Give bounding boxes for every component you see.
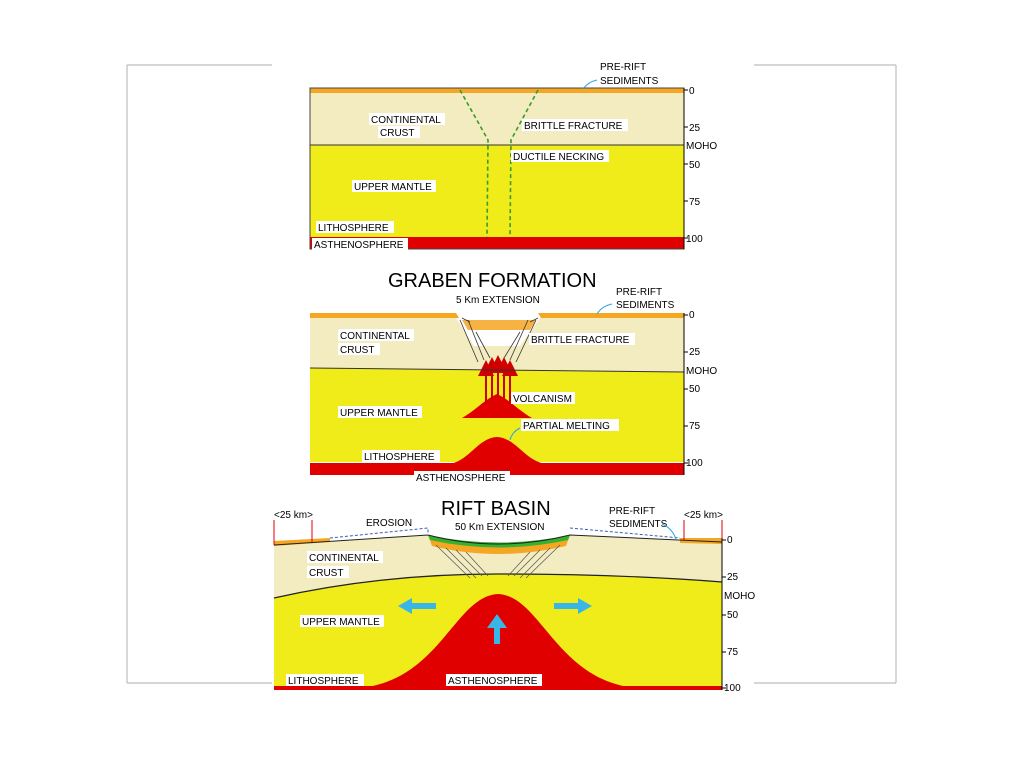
svg-text:50 Km EXTENSION: 50 Km EXTENSION (455, 522, 545, 533)
svg-text:PARTIAL MELTING: PARTIAL MELTING (523, 421, 610, 432)
svg-text:DUCTILE NECKING: DUCTILE NECKING (513, 152, 605, 163)
p2-tick-0: 0 (689, 310, 695, 321)
p3-tick-50: 50 (727, 610, 739, 621)
p2-label-volcanism (511, 392, 575, 405)
p2-tick-moho: MOHO (686, 366, 718, 377)
p2-tick-75: 75 (689, 421, 701, 432)
svg-text:UPPER MANTLE: UPPER MANTLE (302, 617, 380, 628)
p1-sediment-layer (310, 88, 684, 93)
p3-label-right-width (683, 508, 725, 521)
p3-label-extension (455, 522, 544, 533)
svg-text:SEDIMENTS: SEDIMENTS (609, 519, 668, 530)
svg-text:CONTINENTAL: CONTINENTAL (309, 553, 379, 564)
svg-text:BRITTLE FRACTURE: BRITTLE FRACTURE (531, 335, 630, 346)
svg-text:ASTHENOSPHERE: ASTHENOSPHERE (416, 473, 506, 484)
p3-depth-axis (722, 538, 726, 690)
svg-text:<25 km>: <25 km> (274, 510, 313, 521)
p3-tick-moho: MOHO (724, 591, 756, 602)
p2-tick-100: 100 (686, 458, 703, 469)
p1-tick-moho: MOHO (686, 141, 718, 152)
svg-text:LITHOSPHERE: LITHOSPHERE (318, 223, 389, 234)
svg-text:ASTHENOSPHERE: ASTHENOSPHERE (448, 676, 538, 687)
svg-text:UPPER MANTLE: UPPER MANTLE (340, 408, 418, 419)
p1-label-brittle-fracture (522, 119, 628, 132)
p2-graben-fill (462, 320, 536, 330)
p3-label-upper-mantle (300, 615, 384, 628)
panel-3-rift-basin (273, 504, 755, 694)
p2-label-lithosphere (362, 450, 440, 463)
panel-1-pre-rift (310, 60, 717, 251)
svg-text:CRUST: CRUST (309, 568, 344, 579)
p3-tick-75: 75 (727, 647, 739, 658)
p1-tick-25: 25 (689, 123, 701, 134)
p2-tick-50: 50 (689, 384, 701, 395)
p2-tick-25: 25 (689, 347, 701, 358)
svg-text:CRUST: CRUST (380, 128, 415, 139)
svg-text:PRE-RIFT: PRE-RIFT (609, 506, 656, 517)
svg-text:<25 km>: <25 km> (684, 510, 723, 521)
p3-label-erosion (364, 516, 420, 529)
p3-tick-25: 25 (727, 572, 739, 583)
p2-sediment-right (538, 313, 684, 318)
p3-label-pre-rift (607, 504, 676, 539)
svg-text:CONTINENTAL: CONTINENTAL (340, 331, 410, 342)
p2-label-upper-mantle (338, 406, 422, 419)
svg-text:SEDIMENTS: SEDIMENTS (600, 76, 659, 87)
p3-title: RIFT BASIN (441, 498, 551, 520)
p3-tick-100: 100 (724, 683, 741, 694)
svg-text:BRITTLE FRACTURE: BRITTLE FRACTURE (524, 121, 623, 132)
svg-text:EROSION: EROSION (366, 518, 413, 529)
p3-tick-0: 0 (727, 535, 733, 546)
svg-text:CONTINENTAL: CONTINENTAL (371, 115, 441, 126)
p1-label-upper-mantle (352, 180, 436, 193)
p1-tick-100: 100 (686, 234, 703, 245)
svg-text:UPPER MANTLE: UPPER MANTLE (354, 182, 432, 193)
p3-label-left-width (273, 508, 315, 521)
p1-tick-50: 50 (689, 160, 701, 171)
svg-text:5 Km EXTENSION: 5 Km EXTENSION (456, 295, 540, 306)
p3-label-asthenosphere (446, 674, 542, 687)
p1-tick-75: 75 (689, 197, 701, 208)
p3-label-lithosphere (286, 674, 364, 687)
svg-text:LITHOSPHERE: LITHOSPHERE (364, 452, 435, 463)
svg-text:CRUST: CRUST (340, 345, 375, 356)
p2-label-brittle-fracture (529, 333, 635, 346)
svg-text:SEDIMENTS: SEDIMENTS (616, 300, 675, 311)
p1-depth-axis (684, 88, 688, 249)
p2-depth-axis (684, 313, 688, 475)
p1-label-pre-rift (583, 60, 662, 89)
svg-text:ASTHENOSPHERE: ASTHENOSPHERE (314, 240, 404, 251)
p1-label-lithosphere (316, 221, 394, 234)
p1-label-asthenosphere (312, 238, 408, 251)
p2-title: GRABEN FORMATION (388, 270, 597, 292)
p2-label-extension (456, 295, 540, 306)
p1-tick-0: 0 (689, 86, 695, 97)
p2-label-asthenosphere (414, 471, 510, 484)
svg-text:LITHOSPHERE: LITHOSPHERE (288, 676, 359, 687)
p2-sediment-left (310, 313, 459, 318)
panel-2-graben (310, 285, 717, 484)
svg-text:PRE-RIFT: PRE-RIFT (600, 62, 647, 73)
p1-label-ductile-necking (511, 150, 609, 163)
svg-text:PRE-RIFT: PRE-RIFT (616, 287, 663, 298)
svg-text:VOLCANISM: VOLCANISM (513, 394, 572, 405)
p2-label-pre-rift (597, 285, 677, 314)
